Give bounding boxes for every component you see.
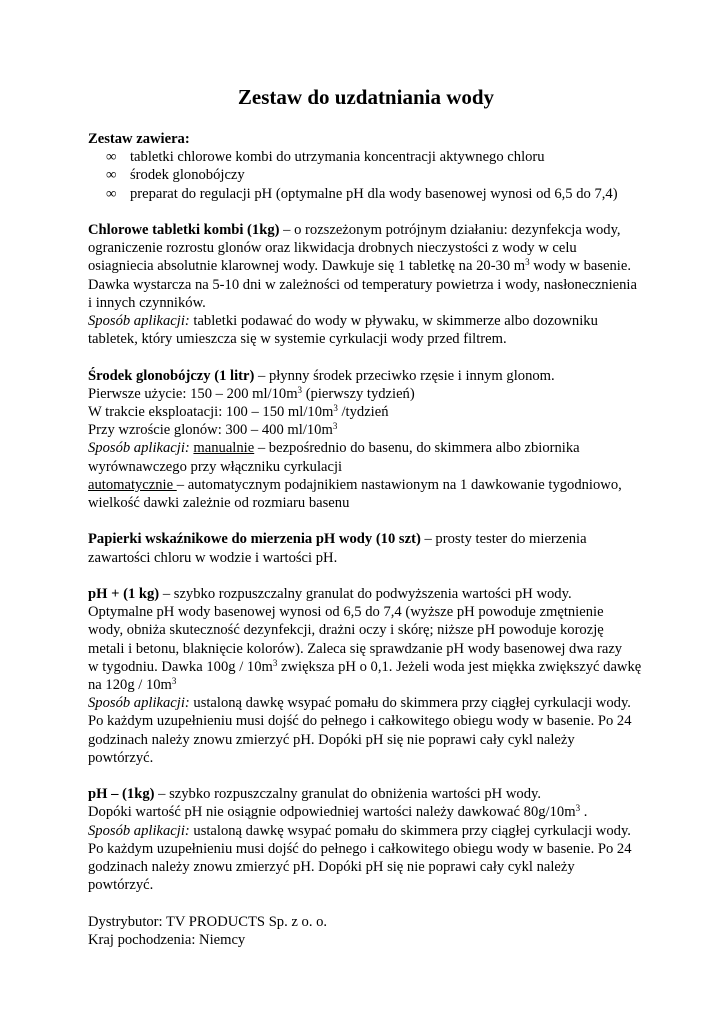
paragraph-line: Dawka wystarcza na 5-10 dni w zależności od temperatury powietrza i wody, nasłonecznienia [88,276,637,293]
text-run: – szybko rozpuszczalny granulat do obniżenia wartości pH wody. [154,786,541,803]
product-name: Papierki wskaźnikowe do mierzenia pH wody (10 szt) [88,531,421,548]
superscript: 3 [525,257,530,268]
paragraph-line: powtórzyć. [88,749,154,766]
list-item [106,166,644,184]
paragraph-line: powtórzyć. [88,877,154,894]
section-ph-plus [88,585,644,767]
section-footer [88,913,644,949]
paragraph-line: wyrównawczego przy włączniku cyrkulacji [88,458,343,475]
paragraph-line [88,312,644,330]
product-name: Chlorowe tabletki kombi (1kg) [88,222,280,238]
text-run: Przy wzroście glonów: 300 – 400 ml/10m [88,422,333,439]
paragraph-line [88,803,644,821]
list-item [106,148,644,166]
list-item [106,185,644,203]
text-run: . [580,804,588,821]
superscript: 3 [332,421,338,432]
text-run: ustaloną dawkę wsypać pomału do skimmera przy ciągłej cyrkulacji wody. [189,822,631,839]
section-algaecide [88,367,644,513]
text-run: (pierwszy tydzień) [302,385,415,402]
superscript: 3 [333,403,338,414]
paragraph-line [88,476,644,494]
automatic-label: automatycznie [88,476,177,493]
paragraph-line: i innych czynników. [88,294,206,311]
contents-list [88,148,644,203]
paragraph-line: ograniczenie rozrostu glonów oraz likwidacja drobnych nieczystości z wody w celu [88,240,577,257]
paragraph-line [88,676,644,694]
product-name: pH + (1 kg) [88,586,160,603]
product-name: Środek glonobójczy (1 litr) [88,367,255,384]
text-run: wody w basenie. [529,258,631,275]
paragraph-line: wody, obniża skuteczność dezynfekcji, drażni oczy i skórę; niższe pH powoduje korozję [88,622,604,639]
text-run: W trakcie eksploatacji: 100 – 150 ml/10m [88,404,334,421]
paragraph-line [88,439,644,457]
text-run: na 120g / 10m [88,677,172,694]
infinity-bullet-icon: ∞ [106,185,117,202]
text-run: osiagniecia absolutnie klarownej wody. Dawkuje się 1 tabletkę na 20-30 m [88,258,526,275]
origin-line: Kraj pochodzenia: Niemcy [88,931,246,948]
product-name: pH – (1kg) [88,786,155,803]
superscript: 3 [272,657,278,668]
text-run: tabletki podawać do wody w pływaku, w skimmerze albo dozowniku [189,313,598,330]
list-item-text: preparat do regulacji pH (optymalne pH dla wody basenowej wynosi od 6,5 do 7,4) [130,185,618,202]
text-run: – płynny środek przeciwko rzęsie i innym glonom. [254,367,555,384]
distributor-line: Dystrybutor: TV PRODUCTS Sp. z o. o. [88,913,328,930]
paragraph-line [88,257,644,275]
paragraph-line [88,385,644,403]
paragraph-line: godzinach należy znowu zmierzyć pH. Dopóki pH się nie poprawi cały cykl należy [88,731,575,748]
paragraph-line [88,694,644,712]
text-run: – prosty tester do mierzenia [420,531,587,548]
paragraph-line [88,822,644,840]
application-label: Sposób aplikacji: [88,822,190,839]
superscript: 3 [297,384,303,395]
text-run: – automatycznym podajnikiem nastawionym na 1 dawkowanie tygodniowo, [176,476,622,493]
list-item-text: środek glonobójczy [130,167,245,184]
paragraph-line: godzinach należy znowu zmierzyć pH. Dopóki pH się nie poprawi cały cykl należy [88,859,575,876]
paragraph-line: zawartości chloru w wodzie i wartości pH. [88,549,338,566]
text-run: – szybko rozpuszczalny granulat do podwyższenia wartości pH wody. [159,586,572,603]
text-run: – o rozszeżonym potrójnym działaniu: dezynfekcja wody, [279,222,621,238]
paragraph-line: Optymalne pH wody basenowej wynosi od 6,5 do 7,4 (wyższe pH powoduje zmętnienie [88,604,604,621]
paragraph-line [88,658,644,676]
paragraph-line [88,785,644,803]
application-label: Sposób aplikacji: [88,695,190,712]
section-test-strips [88,530,644,566]
contents-heading: Zestaw zawiera: [88,131,190,147]
paragraph-line [88,221,644,239]
paragraph-line: tabletek, który umieszcza się w systemie cyrkulacji wody przed filtrem. [88,331,507,348]
paragraph-line [88,403,644,421]
section-ph-minus [88,785,644,894]
list-item-text: tabletki chlorowe kombi do utrzymania koncentracji aktywnego chloru [130,149,545,166]
paragraph-line [88,421,644,439]
text-run: – bezpośrednio do basenu, do skimmera albo zbiornika [254,440,580,457]
paragraph-line: Po każdym uzupełnieniu musi dojść do pełnego i całkowitego obiegu wody w basenie. Po 24 [88,840,632,857]
application-label: Sposób aplikacji: [88,313,190,330]
text-run: Dopóki wartość pH nie osiągnie odpowiedniej wartości należy dawkować 80g/10m [88,804,576,821]
section-contents [88,130,644,203]
paragraph-line: metali i betonu, blaknięcie kolorów). Zaleca się sprawdzanie pH wody basenowej dwa razy [88,640,623,657]
document-title: Zestaw do uzdatniania wody [237,85,495,109]
text-run: /tydzień [337,404,389,421]
section-chlorine-tablets [88,221,644,348]
text-run: w tygodniu. Dawka 100g / 10m [88,658,273,675]
paragraph-line [88,585,644,603]
superscript: 3 [171,676,177,687]
paragraph-line [88,530,644,548]
infinity-bullet-icon: ∞ [106,149,117,166]
application-label: Sposób aplikacji: [88,440,190,457]
superscript: 3 [575,803,581,814]
infinity-bullet-icon: ∞ [106,167,117,184]
text-run: ustaloną dawkę wsypać pomału do skimmera przy ciągłej cyrkulacji wody. [189,695,631,712]
manual-label: manualnie [193,440,255,457]
text-run: zwiększa pH o 0,1. Jeżeli woda jest miękka zwiększyć dawkę [277,658,642,675]
paragraph-line: Po każdym uzupełnieniu musi dojść do pełnego i całkowitego obiegu wody w basenie. Po 24 [88,713,632,730]
paragraph-line: wielkość dawki zależnie od rozmiaru basenu [88,495,350,512]
text-run: Pierwsze użycie: 150 – 200 ml/10m [88,385,298,402]
paragraph-line [88,367,644,385]
